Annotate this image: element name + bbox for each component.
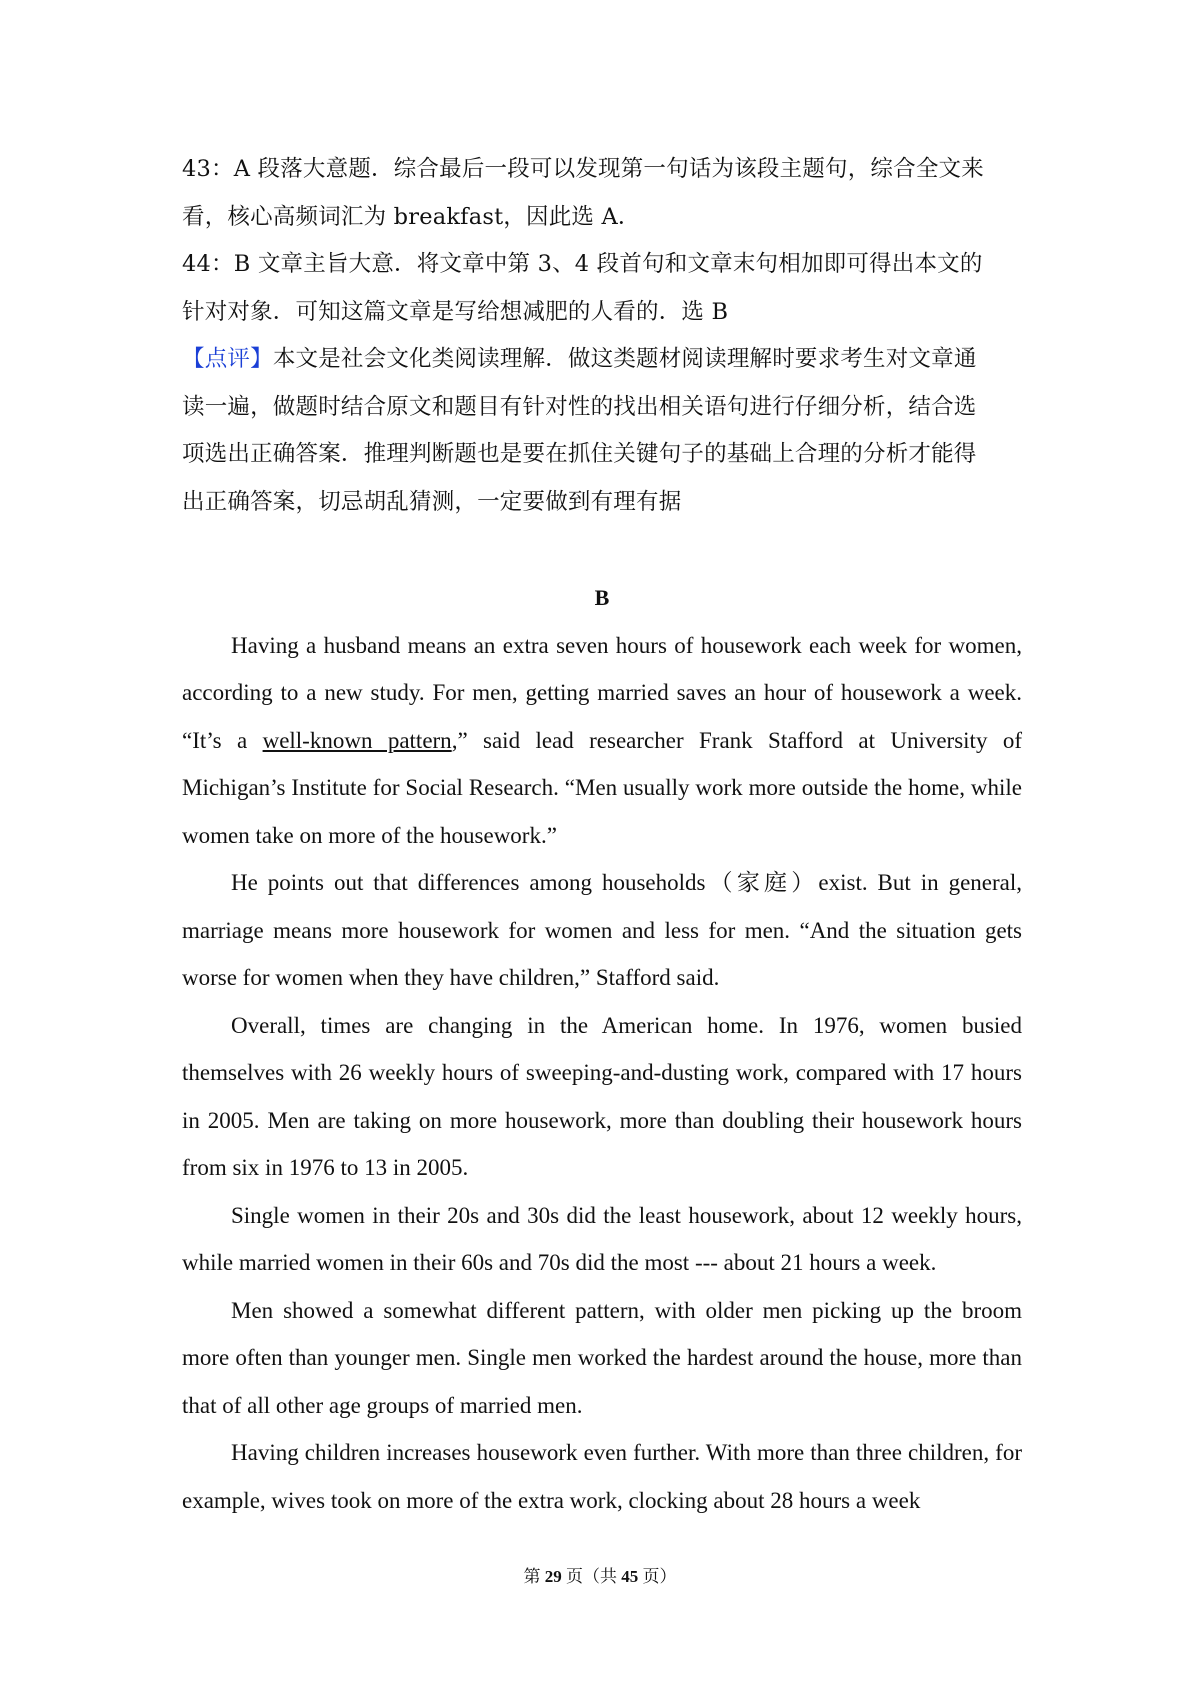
footer-page-number: 29: [544, 1567, 562, 1586]
comment-text-1: 本文是社会文化类阅读理解．做这类题材阅读理解时要求考生对文章通: [272, 346, 977, 372]
comment-line2: 读一遍，做题时结合原文和题目有针对性的找出相关语句进行仔细分析，结合选: [182, 393, 977, 420]
passage-paragraph-4: Single women in their 20s and 30s did the least housework, about 12 weekly hours, while married women in their 60s and 70s did the most --- about 21 hours a week.: [182, 1202, 1022, 1275]
footer-total-pages: 45: [621, 1567, 639, 1586]
passage-paragraph-2: He points out that differences among households（家庭）exist. But in general, marriage means more housework for women and less for men. “And the situation gets worse for women when they have children,” Stafford said.: [182, 870, 1022, 990]
p1-after: ,” said lead researcher Frank Stafford at University of Michigan’s Institute for Social Research. “Men usually work more outside the home, while women take on more of the housework.”: [182, 727, 1022, 848]
explanation-43-line2: 看，核心高频词汇为 breakfast，因此选 A．: [182, 203, 641, 230]
document-page: [182, 146, 1022, 1524]
passage-paragraph-6: Having children increases housework even further. With more than three children, for example, wives took on more of the extra work, clocking about 28 hours a week: [182, 1440, 1022, 1513]
comment-line3: 项选出正确答案．推理判断题也是要在抓住关键句子的基础上合理的分析才能得: [182, 441, 977, 467]
passage-paragraph-1: [182, 622, 1022, 860]
explanation-44-line1: 44：B 文章主旨大意．将文章中第 3、4 段首句和文章末句相加即可得出本文的: [182, 251, 983, 277]
comment-line4: 出正确答案，切忌胡乱猜测，一定要做到有理有据: [182, 488, 682, 515]
comment-tag: 【点评】: [182, 346, 273, 372]
explanation-44-line2: 针对对象．可知这篇文章是写给想减肥的人看的．选 B: [182, 298, 729, 325]
p1-before: Having a husband means an extra seven hours of housework each week for women, according to a new study. For men, getting married saves an hour of housework a week. “It’s a: [182, 632, 1022, 753]
passage-paragraph-3: Overall, times are changing in the American home. In 1976, women busied themselves with 26 weekly hours of sweeping-and-dusting work, compared with 17 hours in 2005. Men are taking on more housework, more than doubling their housework hours from six in 1976 to 13 in 2005.: [182, 1012, 1022, 1180]
page-footer: [0, 1562, 1200, 1587]
section-title: B: [594, 585, 610, 610]
footer-prefix: 第: [523, 1567, 545, 1586]
footer-middle: 页（共: [561, 1567, 622, 1586]
explanation-43-line1: 43：A 段落大意题．综合最后一段可以发现第一句话为该段主题句，综合全文来: [182, 156, 984, 182]
passage-paragraph-5: Men showed a somewhat different pattern, with older men picking up the broom more often than younger men. Single men worked the hardest around the house, more than that of all other age groups of married men.: [182, 1297, 1022, 1418]
comment-line1: [182, 336, 1022, 384]
footer-suffix: 页）: [638, 1567, 677, 1586]
p1-underlined: well-known pattern: [262, 727, 452, 753]
